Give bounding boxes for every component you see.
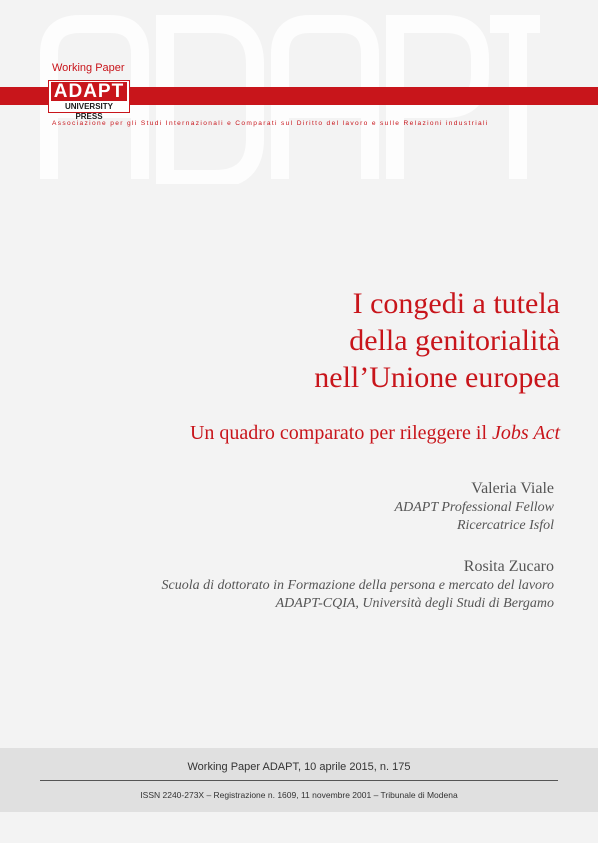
author-block-2 [162, 557, 554, 613]
author-affiliation: Scuola di dottorato in Formazione della persona e mercato del lavoro [161, 578, 554, 593]
author-affiliation: ADAPT-CQIA, Università degli Studi di Bergamo [275, 596, 554, 611]
subtitle-text: Un quadro comparato per rileggere il [189, 422, 493, 444]
logo-adapt-text: ADAPT [51, 82, 127, 101]
author-name: Rosita Zucaro [463, 558, 554, 575]
author-affiliation: ADAPT Professional Fellow [394, 500, 554, 515]
series-label: Working Paper [52, 62, 125, 74]
title-line-3: nell’Unione europea [314, 361, 560, 394]
author-block-1 [395, 479, 554, 535]
subtitle-italic: Jobs Act [492, 422, 560, 444]
title-line-1: I congedi a tutela [352, 287, 560, 320]
adapt-university-press-logo [48, 80, 130, 121]
paper-title [314, 285, 560, 396]
paper-subtitle [190, 422, 560, 445]
author-affiliation: Ricercatrice Isfol [456, 518, 554, 533]
association-tagline: Associazione per gli Studi Internazionali e Comparati sul Diritto del lavoro e sulle Relazioni industriali [52, 120, 489, 127]
author-name: Valeria Viale [471, 480, 554, 497]
footer-citation: Working Paper ADAPT, 10 aprile 2015, n. 175 [187, 761, 411, 773]
footer-registration: ISSN 2240-273X – Registrazione n. 1609, 11 novembre 2001 – Tribunale di Modena [140, 790, 458, 800]
title-line-2: della genitorialità [349, 324, 560, 357]
logo-press-text: UNIVERSITY PRESS [64, 102, 113, 121]
footer-divider [40, 780, 558, 781]
